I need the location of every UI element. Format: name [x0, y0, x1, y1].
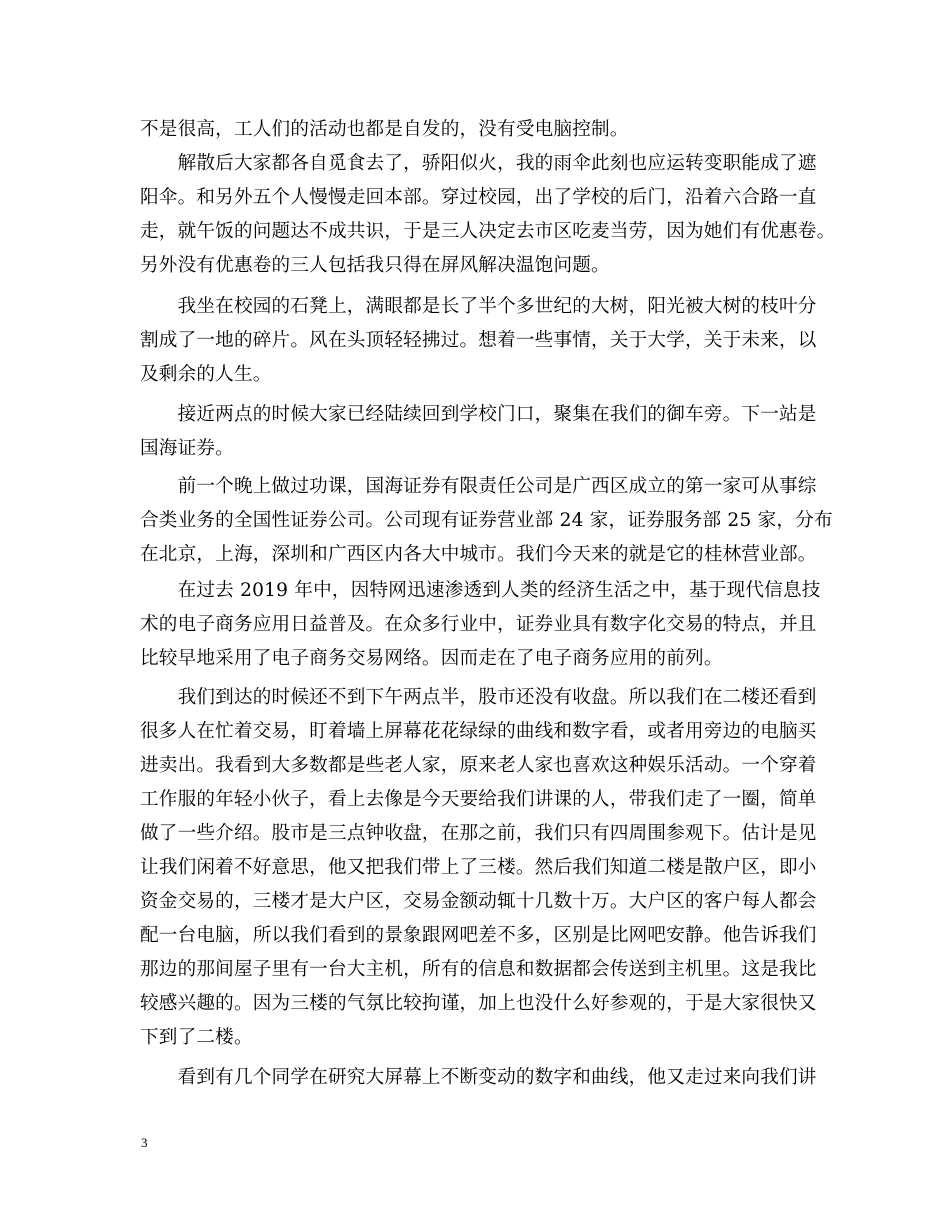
- text-line: 割成了一地的碎片。风在头顶轻轻拂过。想着一些事情，关于大学，关于未来，以: [140, 330, 817, 351]
- text-line: 资金交易的，三楼才是大户区，交易金额动辄十几数十万。大户区的客户每人都会: [140, 891, 817, 912]
- text-line: 做了一些介绍。股市是三点钟收盘，在那之前，我们只有四周围参观下。估计是见: [140, 823, 817, 844]
- text-line: 我们到达的时候还不到下午两点半，股市还没有收盘。所以我们在二楼还看到: [140, 687, 817, 708]
- text-line: 很多人在忙着交易，盯着墙上屏幕花花绿绿的曲线和数字看，或者用旁边的电脑买: [140, 721, 817, 742]
- text-line: 不是很高，工人们的活动也都是自发的，没有受电脑控制。: [140, 119, 629, 140]
- text-line: 另外没有优惠卷的三人包括我只得在屏风解决温饱问题。: [140, 255, 610, 276]
- text-line: 及剩余的人生。: [140, 364, 272, 385]
- text-line: 配一台电脑，所以我们看到的景象跟网吧差不多，区别是比网吧安静。他告诉我们: [140, 925, 817, 946]
- text-line: 走，就午饭的问题达不成共识，于是三人决定去市区吃麦当劳，因为她们有优惠卷。: [140, 221, 836, 242]
- text-line: 那边的那间屋子里有一台大主机，所有的信息和数据都会传送到主机里。这是我比: [140, 959, 817, 980]
- text-line: 接近两点的时候大家已经陆续回到学校门口，聚集在我们的御车旁。下一站是: [140, 404, 817, 425]
- text-line: 看到有几个同学在研究大屏幕上不断变动的数字和曲线，他又走过来向我们讲: [140, 1067, 817, 1088]
- text-line: 在北京，上海，深圳和广西区内各大中城市。我们今天来的就是它的桂林营业部。: [140, 544, 817, 565]
- text-line: 我坐在校园的石凳上，满眼都是长了半个多世纪的大树，阳光被大树的枝叶分: [140, 296, 817, 317]
- text-line: 解散后大家都各自觅食去了，骄阳似火，我的雨伞此刻也应运转变职能成了遮: [140, 153, 817, 174]
- text-line: 工作服的年轻小伙子，看上去像是今天要给我们讲课的人，带我们走了一圈，简单: [140, 789, 817, 810]
- text-line: 进卖出。我看到大多数都是些老人家，原来老人家也喜欢这种娱乐活动。一个穿着: [140, 755, 817, 776]
- text-line: 让我们闲着不好意思，他又把我们带上了三楼。然后我们知道二楼是散户区，即小: [140, 857, 817, 878]
- text-line: 术的电子商务应用日益普及。在众多行业中，证券业具有数字化交易的特点，并且: [140, 614, 817, 635]
- text-line: 比较早地采用了电子商务交易网络。因而走在了电子商务应用的前列。: [140, 648, 723, 669]
- text-line: 前一个晚上做过功课，国海证券有限责任公司是广西区成立的第一家可从事综: [140, 476, 817, 497]
- text-line: 在过去 2019 年中，因特网迅速渗透到人类的经济生活之中，基于现代信息技: [140, 580, 821, 601]
- text-line: 较感兴趣的。因为三楼的气氛比较拘谨，加上也没什么好参观的，于是大家很快又: [140, 993, 817, 1014]
- text-line: 合类业务的全国性证券公司。公司现有证券营业部 24 家，证券服务部 25 家，分布: [140, 510, 833, 531]
- text-line: 国海证券。: [140, 438, 234, 459]
- text-line: 阳伞。和另外五个人慢慢走回本部。穿过校园，出了学校的后门，沿着六合路一直: [140, 187, 817, 208]
- page-number: 3: [141, 1135, 148, 1150]
- text-line: 下到了二楼。: [140, 1027, 253, 1048]
